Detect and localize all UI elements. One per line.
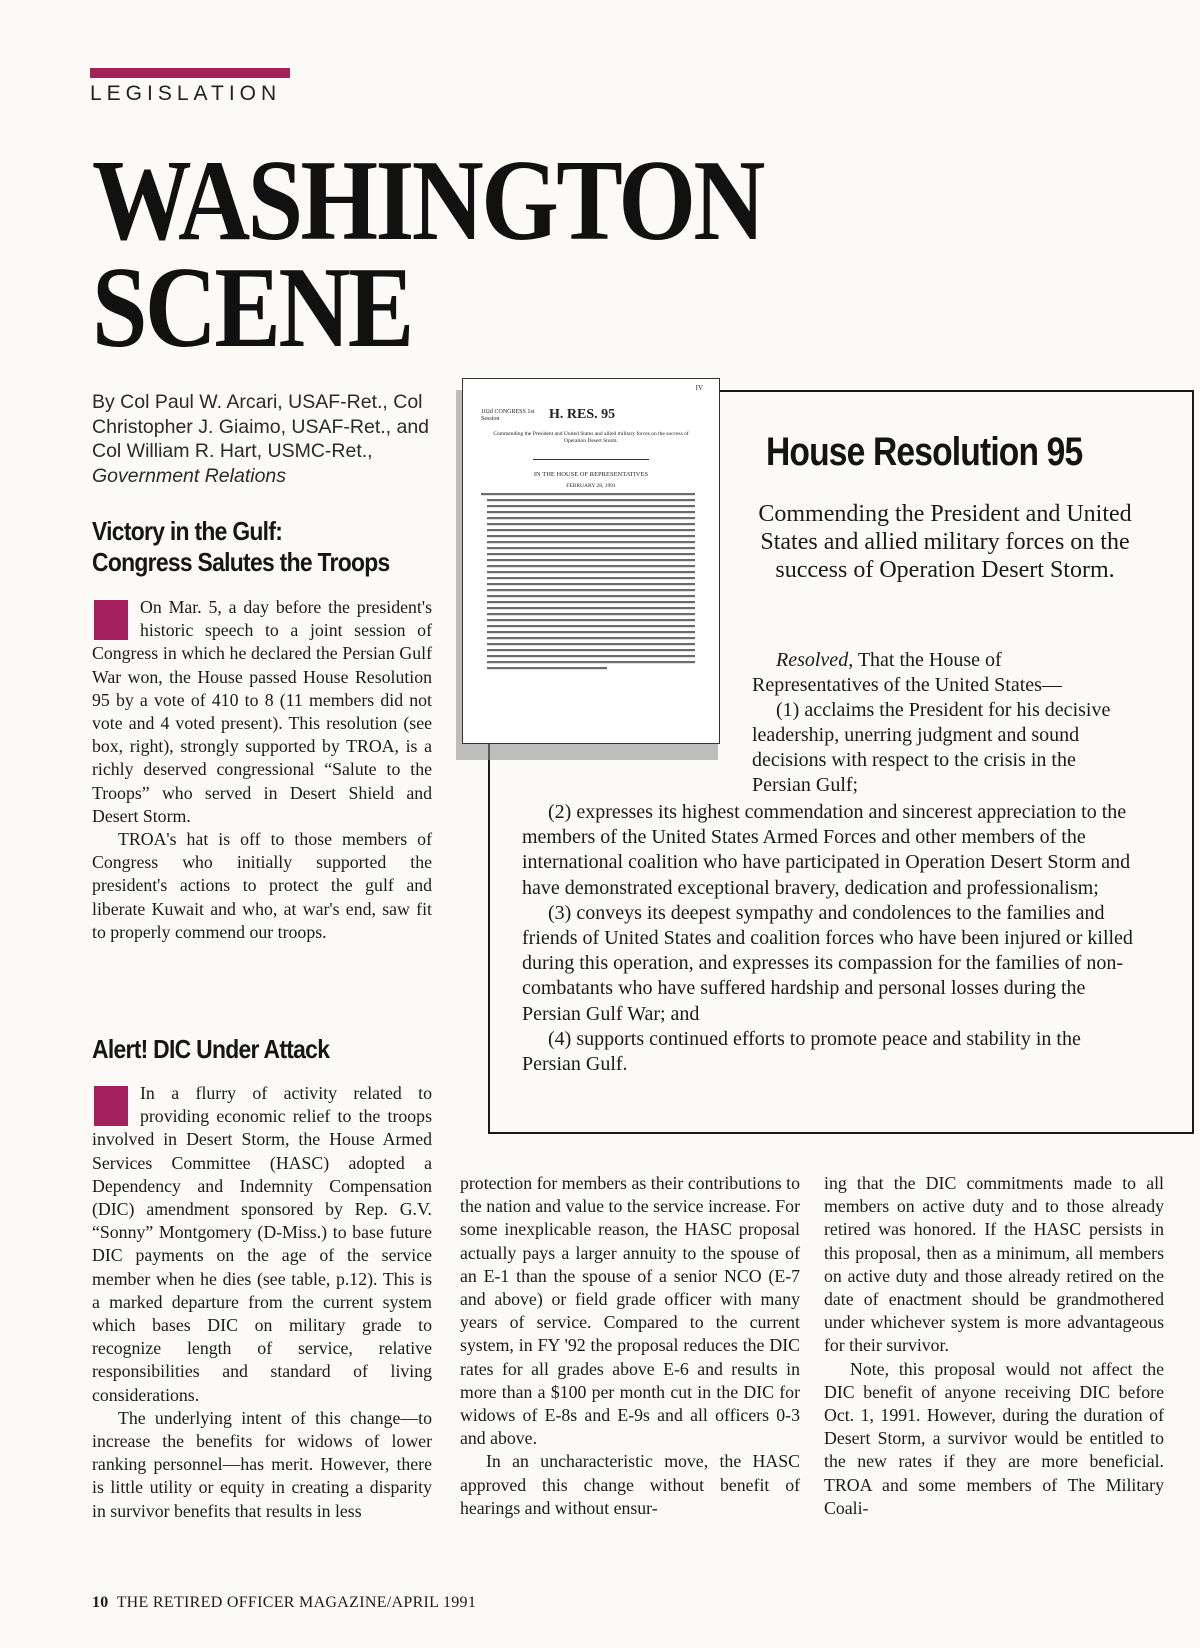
clause-2: (2) expresses its highest commendation and sincerest appreciation to the members of the United States Armed Forces and other members of the international coalition who have participated in Operation Desert Storm and have demonstrated exceptional bravery, dedication and professionalism; bbox=[522, 801, 1131, 899]
page-title-line1: WASHINGTON bbox=[92, 137, 763, 265]
doc-text-line bbox=[487, 607, 695, 609]
resolution-clauses bbox=[522, 800, 1134, 1077]
doc-text-line bbox=[487, 613, 695, 615]
doc-text-line bbox=[487, 667, 607, 669]
dropcap-square bbox=[94, 600, 128, 640]
doc-text-line bbox=[487, 517, 695, 519]
byline bbox=[92, 390, 432, 488]
article2-paragraph: In an uncharacteristic move, the HASC approved this change without benefit of hearings and without ensur- bbox=[460, 1451, 800, 1518]
doc-text-line bbox=[487, 553, 695, 555]
article1-paragraph: On Mar. 5, a day before the president's historic speech to a joint session of Congress in which he declared the Persian Gulf War won, the House passed House Resolution 95 by a vote of 410 to 8 (11 members did not vote and 4 voted present). This resolution (see box, right), strongly supported by TROA, is a richly deserved congressional “Salute to the Troops” who served in Desert Shield and Desert Storm. bbox=[92, 597, 432, 826]
resolved-clause-intro bbox=[752, 648, 1122, 798]
doc-text-line bbox=[487, 547, 695, 549]
article1-heading-line2: Congress Salutes the Troops bbox=[92, 547, 390, 577]
doc-caption: Commending the President and United States and allied military forces on the success of Operation Desert Storm. bbox=[493, 431, 689, 444]
article2-paragraph: protection for members as their contributions to the nation and value to the service increase. For some inexplicable reason, the HASC proposal actually pays a larger annuity to the spouse of an E-1 than the spouse of a senior NCO (E-7 and above) or field grade officer with many years of service. Compared to the current system, in FY '92 the proposal reduces the DIC rates for all grades above E-6 and results in more than a $100 per month cut in the DIC for widows of E-8s and E-9s and all officers 0-3 and above. bbox=[460, 1173, 800, 1449]
article2-paragraph: In a flurry of activity related to providing economic relief to the troops involved in Desert Storm, the House Armed Services Committee (HASC) adopted a Dependency and Indemnity Compensation (DIC) amendment sponsored by Rep. G.V. “Sonny” Montgomery (D-Miss.) to base future DIC payments on the age of the service member when he dies (see table, p.12). This is a marked departure from the current system which bases DIC on military grade to recognize length of service, relative responsibilities and standard of living considerations. bbox=[92, 1083, 432, 1405]
doc-text-line bbox=[487, 505, 695, 507]
doc-text-line bbox=[487, 637, 695, 639]
doc-text-line bbox=[487, 571, 695, 573]
doc-text-line bbox=[487, 535, 695, 537]
box-subtitle: Commending the President and United States and allied military forces on the success of Operation Desert Storm. bbox=[758, 501, 1132, 583]
doc-text-line bbox=[487, 583, 695, 585]
doc-text-line bbox=[487, 649, 695, 651]
doc-rule bbox=[533, 459, 649, 460]
byline-dept: Government Relations bbox=[92, 464, 287, 487]
doc-text-line bbox=[487, 499, 695, 501]
article2-paragraph: The underlying intent of this change—to increase the benefits for widows of lower ranking personnel—has merit. However, there is little utility or equity in creating a disparity in survivor benefits that results in less bbox=[92, 1407, 432, 1521]
doc-text-line bbox=[487, 511, 695, 513]
dropcap-square bbox=[94, 1086, 128, 1126]
article2-col1 bbox=[92, 1082, 432, 1523]
byline-authors: By Col Paul W. Arcari, USAF-Ret., Col Christopher J. Giaimo, USAF-Ret., and Col William R. Hart, USMC-Ret., bbox=[92, 391, 430, 462]
doc-text-line bbox=[487, 661, 695, 663]
doc-text-line bbox=[487, 523, 695, 525]
doc-congress: 102d CONGRESS 1st Session bbox=[481, 409, 535, 422]
article2-col2 bbox=[460, 1172, 800, 1520]
article2-paragraph: Note, this proposal would not affect the DIC benefit of anyone receiving DIC before Oct. 1, 1991. However, during the duration of Desert Storm, a survivor would be entitled to the new rates if they are more beneficial. TROA and some members of The Military Coali- bbox=[824, 1358, 1164, 1518]
doc-text-line bbox=[487, 589, 695, 591]
page-number: 10 bbox=[92, 1594, 109, 1611]
doc-text-line bbox=[487, 631, 695, 633]
doc-text-line bbox=[487, 577, 695, 579]
doc-text-line bbox=[481, 493, 695, 495]
doc-text-line bbox=[487, 601, 695, 603]
clause-4: (4) supports continued efforts to promote peace and stability in the Persian Gulf. bbox=[522, 1027, 1081, 1076]
article2-paragraph: ing that the DIC commitments made to all members on active duty and to those already retired was honored. If the HASC persists in this proposal, then as a minimum, all members on active duty and those already retired on the date of enactment should be grandmothered under whichever system is more advantageous for their survivor. bbox=[824, 1173, 1164, 1356]
doc-text-line bbox=[487, 559, 695, 561]
doc-date: FEBRUARY 28, 1991 bbox=[566, 483, 616, 489]
box-title: House Resolution 95 bbox=[766, 430, 1083, 474]
doc-text-line bbox=[487, 529, 695, 531]
doc-text-line bbox=[487, 625, 695, 627]
doc-text-line bbox=[487, 655, 695, 657]
doc-text-line bbox=[487, 565, 695, 567]
doc-page-number: IV bbox=[695, 384, 703, 392]
section-label: LEGISLATION bbox=[90, 82, 282, 105]
article1-heading bbox=[92, 516, 390, 578]
page-title-line2: SCENE bbox=[92, 243, 412, 372]
doc-text-line bbox=[487, 541, 695, 543]
article1-heading-line1: Victory in the Gulf: bbox=[92, 516, 283, 546]
clause-3: (3) conveys its deepest sympathy and condolences to the families and friends of United States and coalition forces who have been injured or killed during this operation, and expresses its compassion for the families of non-combatants who have suffered hardship and personal losses during the Persian Gulf War; and bbox=[522, 901, 1133, 1025]
article1-body bbox=[92, 596, 432, 944]
article1-paragraph: TROA's hat is off to those members of Congress who initially supported the president's actions to protect the gulf and liberate Kuwait and who, at war's end, saw fit to properly commend our troops. bbox=[92, 829, 432, 942]
doc-chamber: IN THE HOUSE OF REPRESENTATIVES bbox=[533, 471, 649, 478]
page-footer bbox=[92, 1594, 476, 1612]
doc-text-line bbox=[487, 595, 695, 597]
section-accent-bar bbox=[90, 68, 290, 78]
doc-text-line bbox=[487, 643, 695, 645]
resolution-document-image bbox=[462, 378, 720, 744]
doc-bill-number: H. RES. 95 bbox=[549, 407, 616, 422]
publication-name: THE RETIRED OFFICER MAGAZINE/APRIL 1991 bbox=[116, 1594, 477, 1611]
page-title bbox=[92, 137, 763, 372]
article2-col3 bbox=[824, 1172, 1164, 1520]
doc-text-line bbox=[487, 619, 695, 621]
clause-1: (1) acclaims the President for his decisive leadership, unerring judgment and sound decisions with respect to the crisis in the Persian Gulf; bbox=[752, 699, 1111, 796]
doc-sponsor-lines bbox=[475, 493, 707, 683]
resolved-paragraph: Resolved, That the House of Representatives of the United States— bbox=[752, 649, 1062, 696]
article2-heading: Alert! DIC Under Attack bbox=[92, 1034, 330, 1064]
